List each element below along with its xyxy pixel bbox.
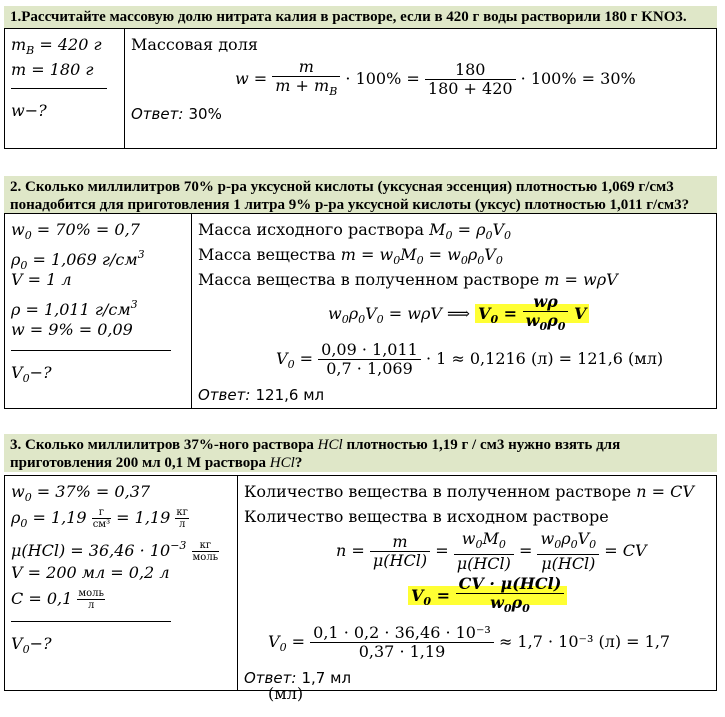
problem2-calc: $V_0$ = $\frac{0,09 \cdot 1,011}{0,7 \cdot 1,069}$ · 1 ≈ 0,1216 (л) = 121,6 (мл) [276,340,664,378]
given-rho: ρ = 1,011 $г/см^3$ [11,298,138,319]
given-unknown: $V_0-$? [11,363,52,385]
given-w0: $w_0 = 37\% = 0,37$ [11,482,151,504]
problem1-answer: Ответ: 30% [131,105,222,123]
problem1-formula: w = $\frac{m}{m + m_B}$ · 100% = $\frac{180}{180 + 420}$ · 100% = 30% [235,57,636,98]
problem2-table [4,213,717,409]
problem3-result: $V_0$ = $\frac{\text{CV · μ(HCl)}}{w_0\rho_0}$ [244,573,710,619]
problem2-title: 2. Сколько миллилитров 70% р-ра уксусной кислоты (уксусная эссенция) плотностью 1,069 г/см3 понадобится для приготовления 1 литра 9% р-ра уксусной кислоты (уксус) плотностью 1,011 г/см3? [4,176,717,214]
given-mu: $\mu(HCl) = 36,46 \cdot 10^{-3}$ кг моль [11,539,219,563]
given-w: w = 9% = 0,09 [11,320,133,339]
problem2-line2: Масса вещества $m = w_0M_0 = w_0\rho_0V_0$ [198,245,503,267]
given-mb: $m_B = 420$ г [11,35,102,57]
problem3-equation: n = $\frac{m}{\text{μ(HCl)}}$ = $\frac{w_0M_0}{\text{μ(HCl)}}$ = $\frac{w_0\rho_0V_0}{\text{μ(HCl)}}$ = CV [336,529,647,573]
given-v: V = 1 л [11,270,72,289]
problem2-solution [192,214,717,409]
problem1-title: 1.Рассчитайте массовую долю нитрата калия в растворе, если в 420 г воды растворили 180 г KNO3. [4,6,717,28]
given-rho0: $\rho_0 = 1,19$ г см³ = 1,19 кг л [11,507,188,530]
problem1-table [4,28,717,149]
problem1-heading: Массовая доля [131,35,258,54]
given-m: m = 180 г [11,60,94,79]
problem2-line1: Масса исходного раствора $M_0 = \rho_0V_0$ [198,220,512,242]
problem3-title: 3. Сколько миллилитров 37%-ного раствора HCl плотностью 1,19 г / см3 нужно взять для приготовления 200 мл 0,1 М раствора HCl? [4,434,717,472]
given-c: C = 0,1 моль л [11,588,104,611]
problem3-solution [238,476,717,703]
problem3-table [4,475,717,703]
problem3-answer: Ответ: 1,7 мл [244,669,352,687]
given-w0: $w_0 = 70\% = 0,7$ [11,220,140,242]
given-unknown: $V_0-$? [11,634,52,656]
problem3-line2: Количество вещества в исходном растворе [244,507,609,526]
problem2-answer: Ответ: 121,6 мл [198,386,325,404]
given-unknown: w−? [11,101,47,120]
problem3-line1: Количество вещества в полученном растворе n = CV [244,482,694,501]
problem1-solution [125,29,717,149]
given-rho0: $\rho_0 = 1,069$ $г/см^3$ [11,248,145,272]
problem2-given [5,214,192,409]
given-v: V = 200 мл = 0,2 л [11,563,170,582]
problem2-equation: $w_0\rho_0V_0 = w\rho V$ ⟹ $V_0$ = $\frac{w\rho}{w_0\rho_0}$ V [198,292,710,336]
problem3-given [5,476,238,691]
problem3-calc: $V_0$ = $\frac{\text{0,1 · 0,2 · 36,46 · 10⁻³}}{0,37 \cdot 1,19}$ ≈ 1,7 · 10⁻³ (л) = 1,7 (мл) [268,623,671,703]
problem1-given [5,29,125,149]
problem2-line3: Масса вещества в полученном растворе m = wρV [198,270,618,289]
